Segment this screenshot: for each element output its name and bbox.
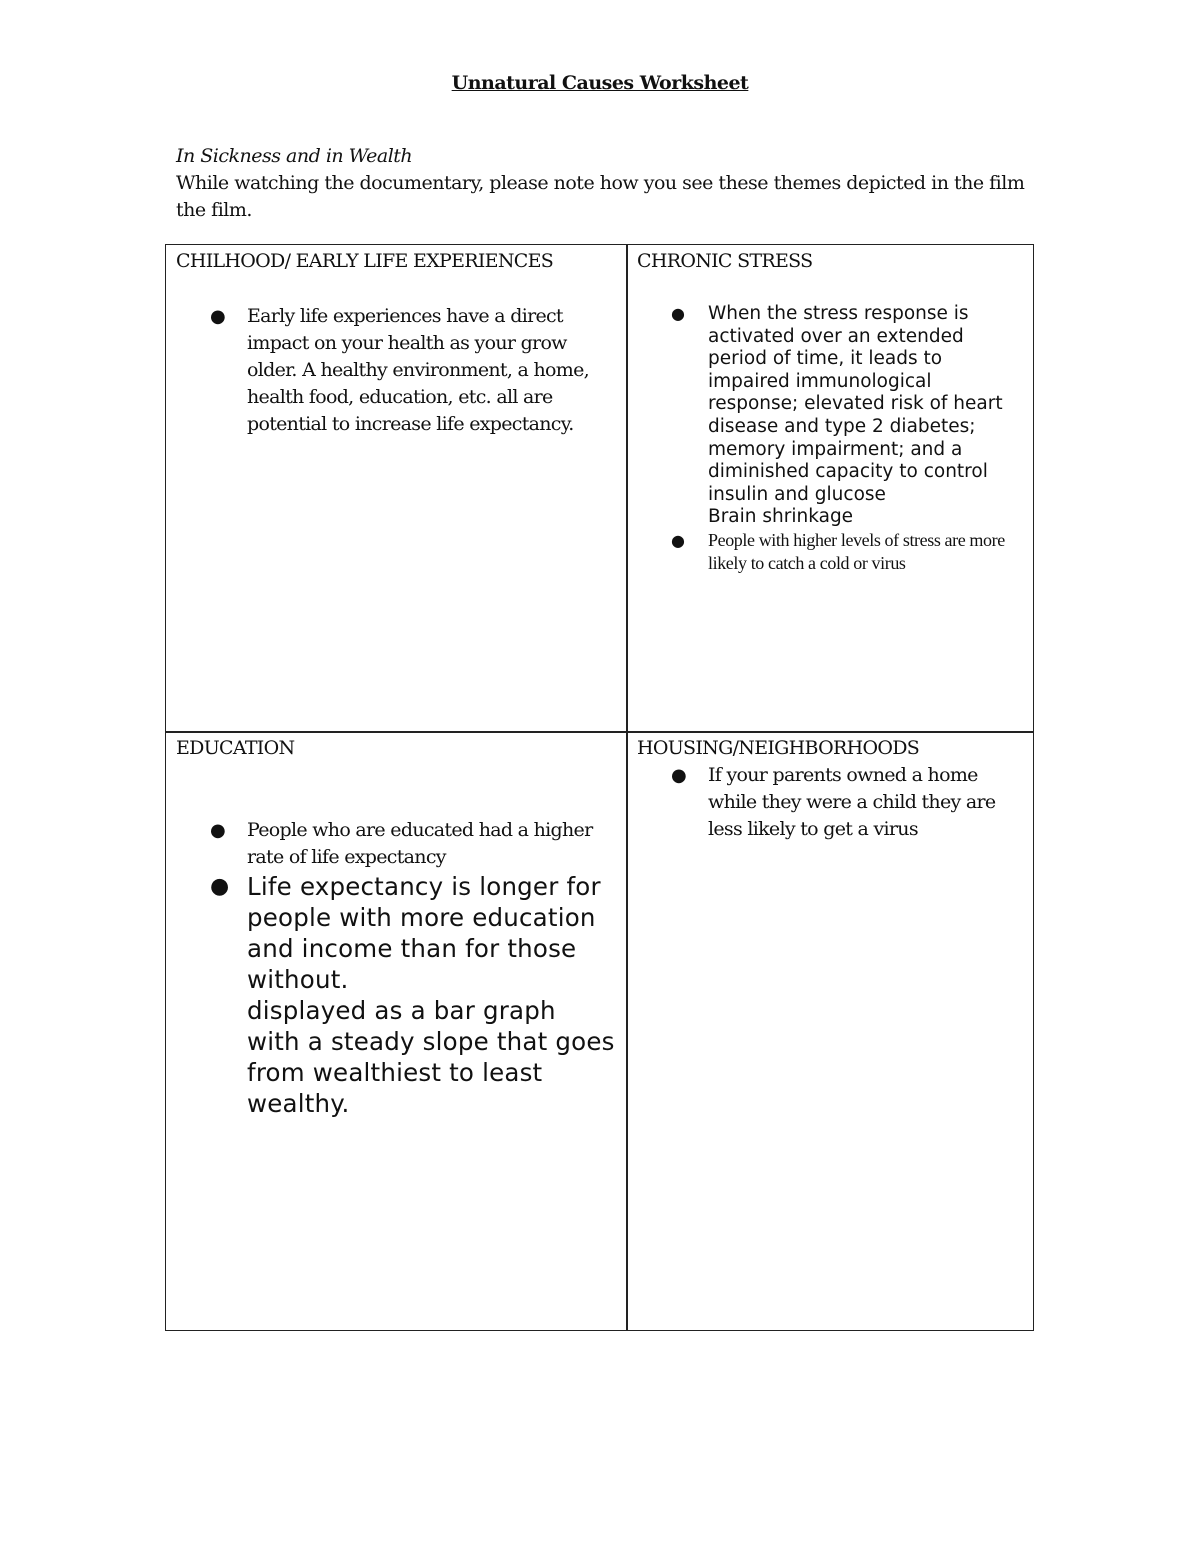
chronic-stress-list bbox=[637, 303, 1023, 575]
list-item bbox=[637, 303, 1023, 529]
chronic-stress-item-text: When the stress response is activated over an extended period of time, it leads to impaired immunological response; elevated risk of heart disease and type 2 diabetes; memory impairment; and a diminished capacity to control insulin and glucose Brain shrinkage bbox=[708, 303, 1003, 528]
childhood-list bbox=[176, 303, 616, 438]
childhood-heading: CHILHOOD/ EARLY LIFE EXPERIENCES bbox=[176, 250, 554, 272]
document-title: Unnatural Causes Worksheet bbox=[451, 72, 749, 94]
education-item-text: Life expectancy is longer for people with more education and income than for those without. displayed as a bar graph with a steady slope that goes from wealthiest to least wealthy. bbox=[247, 872, 615, 1118]
childhood-item-text: Early life experiences have a direct impact on your health as your grow older. A healthy environment, a home, health food, education, etc. all are potential to increase life expectancy. bbox=[247, 305, 589, 435]
list-item bbox=[637, 529, 1023, 575]
cell-chronic-stress bbox=[627, 245, 1033, 731]
bullet-icon: ● bbox=[671, 765, 687, 786]
chronic-stress-heading: CHRONIC STRESS bbox=[637, 250, 813, 272]
housing-heading: HOUSING/NEIGHBORHOODS bbox=[637, 737, 920, 759]
list-item bbox=[176, 817, 616, 871]
cell-housing bbox=[627, 732, 1033, 1330]
bullet-icon: ● bbox=[210, 874, 230, 899]
housing-item-text: If your parents owned a home while they were a child they are less likely to get a virus bbox=[708, 764, 996, 840]
list-item bbox=[176, 871, 616, 1119]
bullet-icon: ● bbox=[671, 304, 685, 323]
chronic-stress-item-text: People with higher levels of stress are more likely to catch a cold or virus bbox=[708, 529, 1005, 573]
cell-education bbox=[166, 732, 626, 1330]
bullet-icon: ● bbox=[210, 820, 226, 841]
education-item-text: People who are educated had a higher rate of life expectancy bbox=[247, 819, 593, 868]
instructions-text: While watching the documentary, please note how you see these themes depicted in the film the film. bbox=[176, 172, 1025, 221]
education-list bbox=[176, 817, 616, 1119]
list-item bbox=[637, 762, 1023, 843]
cell-childhood bbox=[166, 245, 626, 731]
intro-block bbox=[176, 143, 1036, 224]
housing-list bbox=[637, 762, 1023, 843]
bullet-icon: ● bbox=[210, 306, 226, 327]
document-subtitle: In Sickness and in Wealth bbox=[176, 145, 413, 167]
list-item bbox=[176, 303, 616, 438]
education-heading: EDUCATION bbox=[176, 737, 295, 759]
bullet-icon: ● bbox=[671, 530, 685, 550]
themes-table bbox=[165, 244, 1034, 1331]
